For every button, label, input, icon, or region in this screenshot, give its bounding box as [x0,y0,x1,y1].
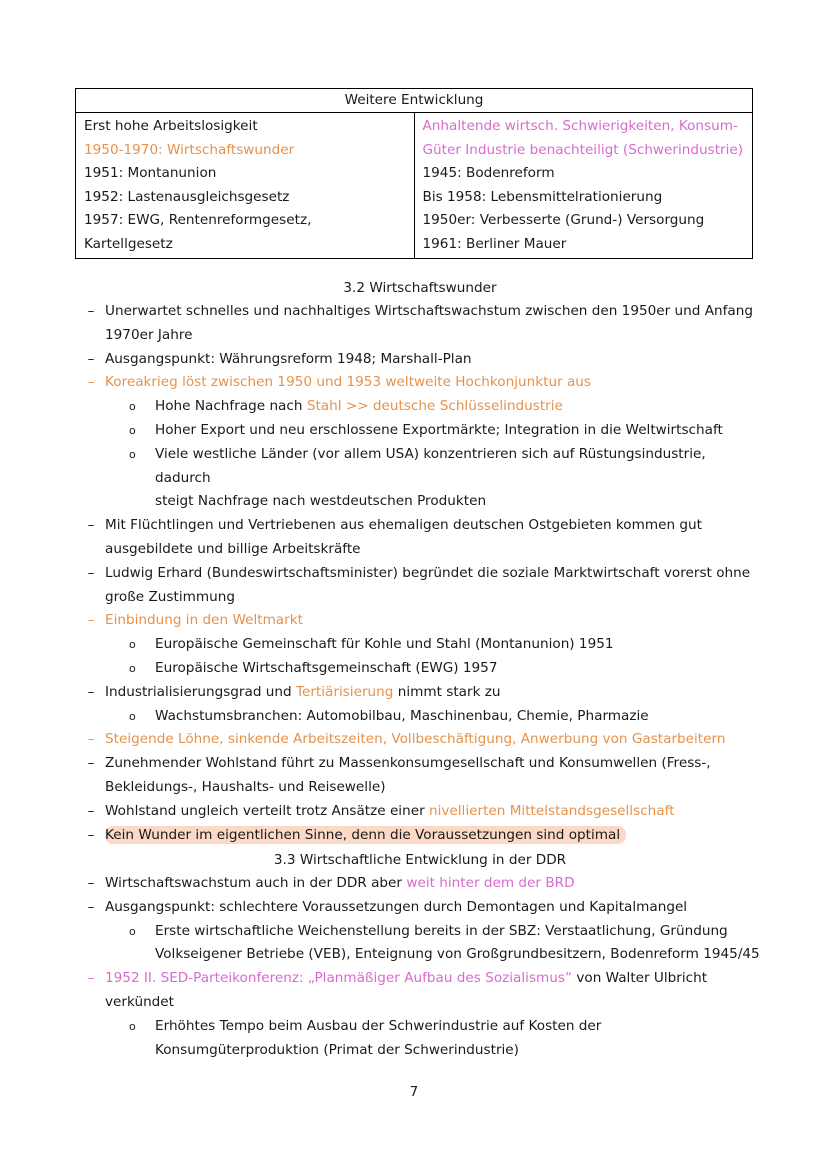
sub-list-item: o Erhöhtes Tempo beim Ausbau der Schwerindustrie auf Kosten der [80,1015,760,1039]
list-item-continued: Bekleidungs-, Haushalts- und Reisewelle) [105,778,386,795]
table-cell-west [76,113,415,259]
list-item: – Unerwartet schnelles und nachhaltiges Wirtschaftswachstum zwischen den 1950er und Anfang [80,300,760,324]
dash-marker: – [87,802,95,819]
dash-marker: – [87,875,95,891]
list-item-continued: 1970er Jahre [105,326,193,343]
table-header: Weitere Entwicklung [76,89,753,113]
circle-bullet: o [129,447,136,461]
dash-marker: – [87,612,95,629]
sub-list-item: o Erste wirtschaftliche Weichenstellung bereits in der SBZ: Verstaatlichung, Gründung [80,920,760,944]
list-item: – 1952 II. SED-Parteikonferenz: „Planmäßiger Aufbau des Sozialismus“ von Walter Ulbricht [80,967,760,991]
table-line: 1945: Bodenreform [422,165,555,181]
list-item: – Industrialisierungsgrad und Tertiärisierung nimmt stark zu [80,681,760,705]
sub-list-item: o Wachstumsbranchen: Automobilbau, Maschinenbau, Chemie, Pharmazie [80,705,760,729]
list-item: – Mit Flüchtlingen und Vertriebenen aus ehemaligen deutschen Ostgebieten kommen gut [80,514,760,538]
dash-marker: – [87,826,95,843]
table-line: 1952: Lastenausgleichsgesetz [84,188,290,205]
dash-marker: – [87,374,95,391]
circle-bullet: o [129,423,136,437]
list-item: – Zunehmender Wohlstand führt zu Massenkonsumgesellschaft und Konsumwellen (Fress-, [80,752,760,776]
dash-marker: – [87,755,95,772]
dash-marker: – [87,564,95,581]
section-wirtschaftswunder [80,276,760,847]
circle-bullet: o [129,924,136,938]
table-line: Bis 1958: Lebensmittelrationierung [422,188,663,205]
sub-list-item-continued: Volkseigener Betriebe (VEB), Enteignung von Großgrundbesitzern, Bodenreform 1945/45 [155,946,760,963]
sub-list-item: o Hohe Nachfrage nach Stahl >> deutsche Schlüsselindustrie [80,395,760,419]
list-item: – Ludwig Erhard (Bundeswirtschaftsminister) begründet die soziale Marktwirtschaft vorerst ohne [80,562,760,586]
table-line: 1950er: Verbesserte (Grund-) Versorgung [422,212,705,228]
circle-bullet: o [129,638,136,652]
table-line: 1957: EWG, Rentenreformgesetz, [84,212,312,228]
dash-marker: – [87,303,95,319]
list-item: – Einbindung in den Weltmarkt [80,609,760,633]
circle-bullet: o [129,709,136,723]
sub-list-item: o Hoher Export und neu erschlossene Exportmärkte; Integration in die Weltwirtschaft [80,419,760,443]
dash-marker: – [87,517,95,534]
table-line: 1951: Montanunion [84,165,217,181]
table-line: 1961: Berliner Mauer [422,235,567,252]
list-item: – Ausgangspunkt: schlechtere Voraussetzungen durch Demontagen und Kapitalmangel [80,896,760,920]
development-table [75,88,753,259]
list-item: – Wirtschaftswachstum auch in der DDR aber weit hinter dem der BRD [80,872,760,896]
sub-list-item: o Viele westliche Länder (vor allem USA) konzentrieren sich auf Rüstungsindustrie, dadurch [80,443,760,491]
circle-bullet: o [129,400,136,414]
list-item: – Steigende Löhne, sinkende Arbeitszeiten, Vollbeschäftigung, Anwerbung von Gastarbeitern [80,728,760,752]
table-line: Güter Industrie benachteiligt (Schwerindustrie) [422,141,744,158]
list-item-continued: große Zustimmung [105,588,235,605]
table-line: Erst hohe Arbeitslosigkeit [84,118,258,134]
list-item: – Ausgangspunkt: Währungsreform 1948; Marshall-Plan [80,348,760,372]
table-line: Anhaltende wirtsch. Schwierigkeiten, Konsum- [422,118,738,134]
section-ddr [80,848,760,1062]
dash-marker: – [87,970,95,987]
highlighted-text: Kein Wunder im eigentlichen Sinne, denn die Voraussetzungen sind optimal [105,826,626,844]
section-heading: 3.2 Wirtschaftswunder [343,280,497,296]
list-item-continued: ausgebildete und billige Arbeitskräfte [105,540,361,557]
sub-list-item-continued: steigt Nachfrage nach westdeutschen Produkten [155,493,487,510]
dash-marker: – [87,898,95,915]
page-number: 7 [409,1084,419,1100]
section-heading: 3.3 Wirtschaftliche Entwicklung in der DDR [273,852,567,868]
list-item-continued: verkündet [105,993,175,1010]
list-item: – Wohlstand ungleich verteilt trotz Ansätze einer nivellierten Mittelstandsgesellschaft [80,800,760,824]
dash-marker: – [87,731,95,748]
sub-list-item: o Europäische Gemeinschaft für Kohle und Stahl (Montanunion) 1951 [80,633,760,657]
table-line: Kartellgesetz [84,235,173,252]
table-cell-east [414,113,753,259]
list-item: – Koreakrieg löst zwischen 1950 und 1953 weltweite Hochkonjunktur aus [80,371,760,395]
circle-bullet: o [129,1019,136,1033]
circle-bullet: o [129,661,136,675]
list-item [80,824,760,848]
table-line: 1950-1970: Wirtschaftswunder [84,141,295,158]
sub-list-item: o Europäische Wirtschaftsgemeinschaft (EWG) 1957 [80,657,760,681]
dash-marker: – [87,350,95,367]
sub-list-item-continued: Konsumgüterproduktion (Primat der Schwerindustrie) [155,1041,519,1058]
dash-marker: – [87,683,95,700]
